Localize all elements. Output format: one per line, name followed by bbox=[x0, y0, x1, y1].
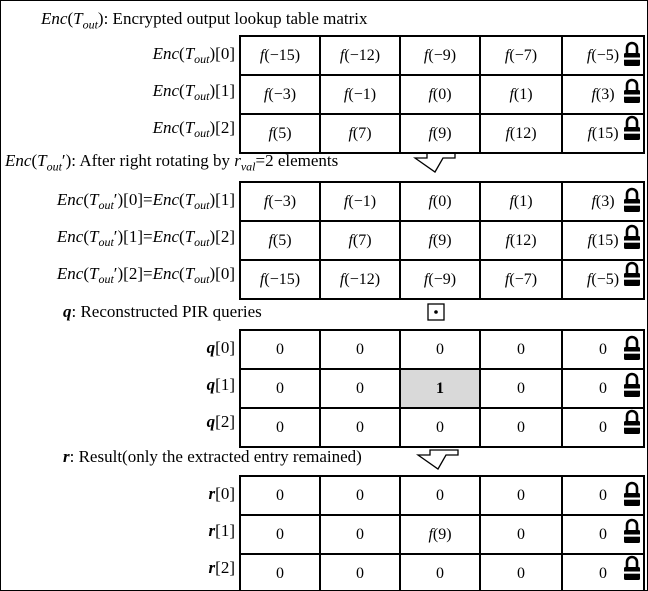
rot-cell: f(−3) bbox=[240, 182, 320, 221]
enc-cell: f(0) bbox=[400, 75, 480, 114]
rot-cell: f(−1) bbox=[320, 182, 400, 221]
enc-row-label: $Enc(T_{out})[0]$ bbox=[152, 44, 235, 67]
q-row-label: q[0] bbox=[206, 338, 235, 357]
rot-row-label: $Enc(T_{out}')[0]=Enc(T_{out})[1]$ bbox=[56, 190, 235, 213]
rot-cell: f(1) bbox=[480, 182, 562, 221]
q-row-label: q[1] bbox=[206, 375, 235, 394]
rot-cell: f(−7) bbox=[480, 260, 562, 299]
rot-cell: f(−15) bbox=[240, 260, 320, 299]
r-cell: 0 bbox=[480, 515, 562, 554]
table-row bbox=[240, 182, 644, 221]
rot-cell: f(5) bbox=[240, 221, 320, 260]
q-cell: 0 bbox=[562, 330, 644, 369]
enc-cell: f(−12) bbox=[320, 36, 400, 75]
enc-cell: f(9) bbox=[400, 114, 480, 153]
enc-cell: f(12) bbox=[480, 114, 562, 153]
rot-cell: f(9) bbox=[400, 221, 480, 260]
table-row bbox=[240, 36, 644, 75]
q-cell: 0 bbox=[562, 408, 644, 447]
enc-cell: f(−7) bbox=[480, 36, 562, 75]
enc-cell: f(1) bbox=[480, 75, 562, 114]
enc-cell: f(−9) bbox=[400, 36, 480, 75]
lock-icon bbox=[623, 335, 641, 361]
down-arrow-icon bbox=[413, 152, 457, 174]
heading-result: r: Result(only the extracted entry remained) bbox=[63, 447, 362, 466]
heading-rotated-table: $Enc(T_{out}')$: After right rotating by $r_{val}=2$ elements bbox=[5, 151, 339, 174]
enc-cell: f(15) bbox=[562, 114, 644, 153]
down-arrow-icon bbox=[416, 449, 460, 471]
enc-cell: f(−1) bbox=[320, 75, 400, 114]
q-cell: 0 bbox=[240, 369, 320, 408]
enc-cell: f(−3) bbox=[240, 75, 320, 114]
table-row bbox=[240, 408, 644, 447]
r-cell: 0 bbox=[240, 554, 320, 591]
lock-icon bbox=[623, 261, 641, 287]
q-cell: 0 bbox=[562, 369, 644, 408]
q-cell: 0 bbox=[400, 330, 480, 369]
rot-cell: f(12) bbox=[480, 221, 562, 260]
q-cell: 1 bbox=[400, 369, 480, 408]
heading-pir-queries: q: Reconstructed PIR queries bbox=[63, 302, 262, 321]
rot-cell: f(−12) bbox=[320, 260, 400, 299]
r-cell: 0 bbox=[240, 515, 320, 554]
r-cell: 0 bbox=[400, 476, 480, 515]
table-row bbox=[240, 554, 644, 591]
result-table-grid bbox=[239, 475, 645, 591]
r-cell: 0 bbox=[400, 554, 480, 591]
lock-icon bbox=[623, 187, 641, 213]
q-cell: 0 bbox=[480, 330, 562, 369]
rot-row-label: $Enc(T_{out}')[1]=Enc(T_{out})[2]$ bbox=[56, 227, 235, 250]
r-cell: 0 bbox=[562, 476, 644, 515]
table-row bbox=[240, 476, 644, 515]
enc-cell: f(5) bbox=[240, 114, 320, 153]
q-cell: 0 bbox=[400, 408, 480, 447]
element-wise-product-icon bbox=[427, 303, 445, 321]
table-row bbox=[240, 330, 644, 369]
rot-cell: f(−5) bbox=[562, 260, 644, 299]
rot-cell: f(15) bbox=[562, 221, 644, 260]
enc-row-label: $Enc(T_{out})[1]$ bbox=[152, 81, 235, 104]
q-cell: 0 bbox=[240, 408, 320, 447]
rot-row-label: $Enc(T_{out}')[2]=Enc(T_{out})[0]$ bbox=[56, 264, 235, 287]
table-row bbox=[240, 75, 644, 114]
enc-cell: f(3) bbox=[562, 75, 644, 114]
lock-icon bbox=[623, 518, 641, 544]
r-cell: 0 bbox=[320, 515, 400, 554]
r-cell: 0 bbox=[480, 554, 562, 591]
table-row bbox=[240, 221, 644, 260]
lock-icon bbox=[623, 115, 641, 141]
r-cell: 0 bbox=[320, 476, 400, 515]
q-cell: 0 bbox=[480, 408, 562, 447]
lock-icon bbox=[623, 409, 641, 435]
q-cell: 0 bbox=[480, 369, 562, 408]
r-cell: 0 bbox=[240, 476, 320, 515]
table-row bbox=[240, 369, 644, 408]
rotated-table-grid bbox=[239, 181, 645, 300]
enc-row-label: $Enc(T_{out})[2]$ bbox=[152, 118, 235, 141]
enc-cell: f(7) bbox=[320, 114, 400, 153]
r-cell: f(9) bbox=[400, 515, 480, 554]
heading-encrypted-table: $Enc(T_{out})$: Encrypted output lookup table matrix bbox=[41, 9, 368, 32]
enc-cell: f(−15) bbox=[240, 36, 320, 75]
table-row bbox=[240, 515, 644, 554]
lock-icon bbox=[623, 372, 641, 398]
q-cell: 0 bbox=[320, 330, 400, 369]
lock-icon bbox=[623, 41, 641, 67]
table-row bbox=[240, 114, 644, 153]
r-cell: 0 bbox=[562, 515, 644, 554]
q-cell: 0 bbox=[320, 408, 400, 447]
enc-cell: f(−5) bbox=[562, 36, 644, 75]
q-row-label: q[2] bbox=[206, 412, 235, 431]
rot-cell: f(0) bbox=[400, 182, 480, 221]
r-row-label: r[2] bbox=[208, 558, 235, 577]
encrypted-table-grid bbox=[239, 35, 645, 154]
rot-cell: f(7) bbox=[320, 221, 400, 260]
r-cell: 0 bbox=[320, 554, 400, 591]
lock-icon bbox=[623, 78, 641, 104]
r-cell: 0 bbox=[480, 476, 562, 515]
r-row-label: r[0] bbox=[208, 484, 235, 503]
r-row-label: r[1] bbox=[208, 521, 235, 540]
lock-icon bbox=[623, 224, 641, 250]
r-cell: 0 bbox=[562, 554, 644, 591]
table-row bbox=[240, 260, 644, 299]
q-cell: 0 bbox=[240, 330, 320, 369]
lock-icon bbox=[623, 481, 641, 507]
rot-cell: f(−9) bbox=[400, 260, 480, 299]
rot-cell: f(3) bbox=[562, 182, 644, 221]
query-table-grid bbox=[239, 329, 645, 448]
lock-icon bbox=[623, 555, 641, 581]
q-cell: 0 bbox=[320, 369, 400, 408]
